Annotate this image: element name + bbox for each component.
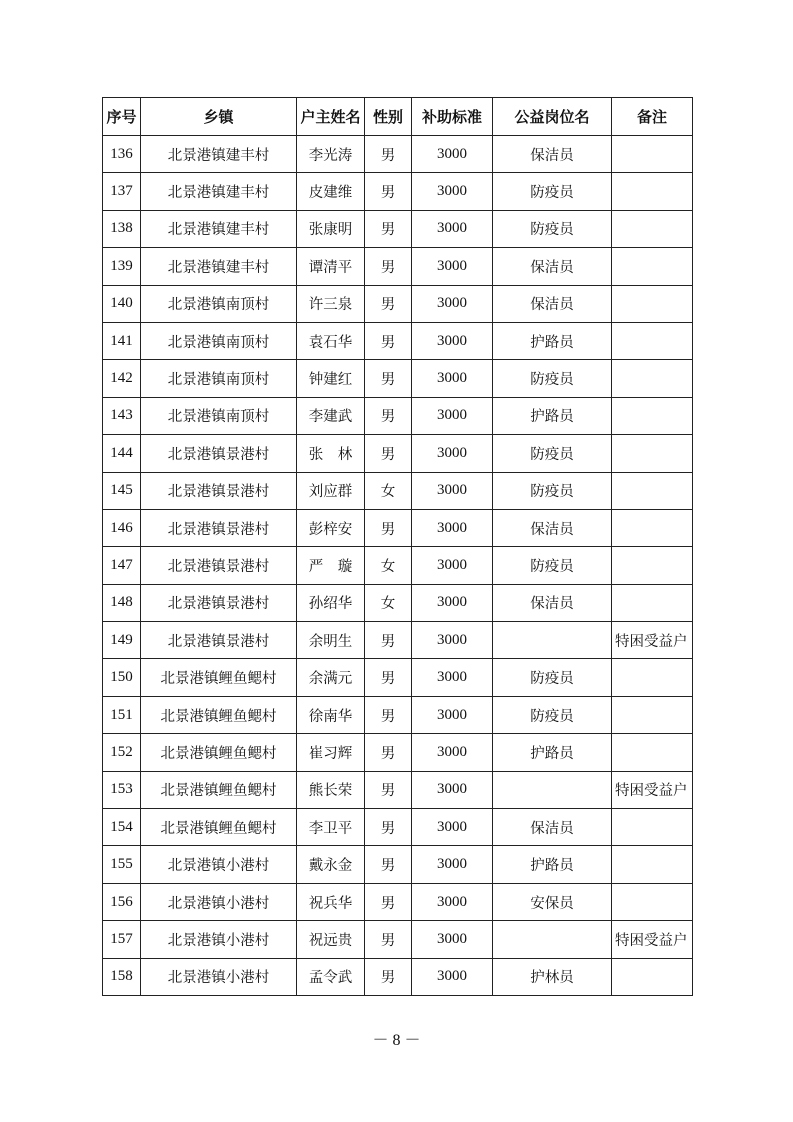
cell-householder: 谭清平	[297, 248, 365, 285]
cell-householder: 严 璇	[297, 547, 365, 584]
cell-gender: 男	[365, 659, 412, 696]
cell-gender: 男	[365, 136, 412, 173]
cell-remark	[612, 584, 693, 621]
table-row	[103, 472, 693, 509]
table-row	[103, 509, 693, 546]
cell-town: 北景港镇景港村	[141, 435, 297, 472]
cell-index: 150	[103, 659, 141, 696]
cell-town: 北景港镇小港村	[141, 883, 297, 920]
cell-post: 防疫员	[493, 696, 612, 733]
cell-householder: 熊长荣	[297, 771, 365, 808]
cell-gender: 男	[365, 285, 412, 322]
table-row	[103, 248, 693, 285]
header-col-subsidy: 补助标准	[412, 98, 493, 136]
cell-post: 保洁员	[493, 509, 612, 546]
table-row	[103, 285, 693, 322]
cell-remark	[612, 472, 693, 509]
cell-index: 151	[103, 696, 141, 733]
cell-town: 北景港镇景港村	[141, 547, 297, 584]
table-row	[103, 696, 693, 733]
cell-post: 护路员	[493, 846, 612, 883]
cell-subsidy: 3000	[412, 958, 493, 995]
cell-index: 141	[103, 322, 141, 359]
cell-subsidy: 3000	[412, 771, 493, 808]
cell-gender: 男	[365, 173, 412, 210]
cell-index: 152	[103, 734, 141, 771]
cell-gender: 男	[365, 210, 412, 247]
cell-gender: 男	[365, 734, 412, 771]
cell-index: 142	[103, 360, 141, 397]
cell-post: 防疫员	[493, 435, 612, 472]
cell-subsidy: 3000	[412, 921, 493, 958]
table-row	[103, 809, 693, 846]
cell-index: 149	[103, 622, 141, 659]
table-row	[103, 136, 693, 173]
cell-gender: 男	[365, 360, 412, 397]
cell-gender: 男	[365, 622, 412, 659]
cell-index: 139	[103, 248, 141, 285]
cell-post: 护路员	[493, 322, 612, 359]
cell-remark	[612, 958, 693, 995]
cell-town: 北景港镇南顶村	[141, 285, 297, 322]
cell-householder: 张康明	[297, 210, 365, 247]
cell-subsidy: 3000	[412, 734, 493, 771]
cell-remark	[612, 659, 693, 696]
cell-town: 北景港镇景港村	[141, 584, 297, 621]
table-row	[103, 659, 693, 696]
cell-town: 北景港镇建丰村	[141, 210, 297, 247]
cell-index: 146	[103, 509, 141, 546]
cell-gender: 男	[365, 435, 412, 472]
cell-householder: 李建武	[297, 397, 365, 434]
cell-index: 156	[103, 883, 141, 920]
cell-householder: 余满元	[297, 659, 365, 696]
cell-householder: 余明生	[297, 622, 365, 659]
cell-index: 155	[103, 846, 141, 883]
cell-remark	[612, 883, 693, 920]
cell-index: 153	[103, 771, 141, 808]
cell-subsidy: 3000	[412, 547, 493, 584]
cell-index: 147	[103, 547, 141, 584]
cell-remark	[612, 322, 693, 359]
header-col-post: 公益岗位名	[493, 98, 612, 136]
cell-householder: 孙绍华	[297, 584, 365, 621]
cell-gender: 男	[365, 397, 412, 434]
cell-post: 防疫员	[493, 547, 612, 584]
cell-index: 140	[103, 285, 141, 322]
table-row	[103, 734, 693, 771]
cell-subsidy: 3000	[412, 248, 493, 285]
cell-remark	[612, 285, 693, 322]
cell-householder: 彭梓安	[297, 509, 365, 546]
cell-index: 154	[103, 809, 141, 846]
cell-remark	[612, 136, 693, 173]
cell-post: 保洁员	[493, 809, 612, 846]
cell-post: 防疫员	[493, 472, 612, 509]
cell-householder: 许三泉	[297, 285, 365, 322]
table-row	[103, 883, 693, 920]
cell-town: 北景港镇鲤鱼鳃村	[141, 771, 297, 808]
cell-index: 157	[103, 921, 141, 958]
cell-town: 北景港镇鲤鱼鳃村	[141, 809, 297, 846]
table-row	[103, 958, 693, 995]
cell-post: 保洁员	[493, 285, 612, 322]
cell-town: 北景港镇南顶村	[141, 397, 297, 434]
cell-householder: 孟令武	[297, 958, 365, 995]
cell-post: 保洁员	[493, 248, 612, 285]
page-number: － 8 －	[372, 1032, 421, 1049]
cell-gender: 男	[365, 883, 412, 920]
cell-householder: 祝兵华	[297, 883, 365, 920]
cell-gender: 男	[365, 248, 412, 285]
cell-town: 北景港镇鲤鱼鳃村	[141, 696, 297, 733]
table-row	[103, 622, 693, 659]
cell-gender: 男	[365, 322, 412, 359]
cell-subsidy: 3000	[412, 696, 493, 733]
cell-subsidy: 3000	[412, 210, 493, 247]
cell-subsidy: 3000	[412, 173, 493, 210]
cell-post: 防疫员	[493, 659, 612, 696]
cell-householder: 徐南华	[297, 696, 365, 733]
cell-post	[493, 771, 612, 808]
cell-post	[493, 921, 612, 958]
header-col-householder: 户主姓名	[297, 98, 365, 136]
cell-gender: 女	[365, 472, 412, 509]
cell-subsidy: 3000	[412, 322, 493, 359]
cell-remark	[612, 809, 693, 846]
cell-post: 防疫员	[493, 210, 612, 247]
cell-remark	[612, 696, 693, 733]
cell-remark	[612, 397, 693, 434]
cell-subsidy: 3000	[412, 472, 493, 509]
cell-town: 北景港镇鲤鱼鳃村	[141, 659, 297, 696]
cell-town: 北景港镇南顶村	[141, 360, 297, 397]
cell-remark: 特困受益户	[612, 771, 693, 808]
table-row	[103, 584, 693, 621]
cell-subsidy: 3000	[412, 285, 493, 322]
cell-remark	[612, 846, 693, 883]
table-header-row	[103, 98, 693, 136]
cell-town: 北景港镇景港村	[141, 472, 297, 509]
cell-remark: 特困受益户	[612, 921, 693, 958]
cell-remark	[612, 734, 693, 771]
cell-remark: 特困受益户	[612, 622, 693, 659]
cell-gender: 男	[365, 846, 412, 883]
cell-town: 北景港镇景港村	[141, 622, 297, 659]
cell-gender: 男	[365, 771, 412, 808]
table-row	[103, 435, 693, 472]
cell-gender: 男	[365, 809, 412, 846]
cell-index: 144	[103, 435, 141, 472]
cell-subsidy: 3000	[412, 809, 493, 846]
cell-householder: 袁石华	[297, 322, 365, 359]
cell-town: 北景港镇小港村	[141, 846, 297, 883]
cell-town: 北景港镇建丰村	[141, 136, 297, 173]
cell-index: 148	[103, 584, 141, 621]
cell-householder: 戴永金	[297, 846, 365, 883]
cell-index: 145	[103, 472, 141, 509]
cell-town: 北景港镇景港村	[141, 509, 297, 546]
cell-gender: 男	[365, 921, 412, 958]
cell-householder: 祝远贵	[297, 921, 365, 958]
cell-remark	[612, 547, 693, 584]
cell-subsidy: 3000	[412, 435, 493, 472]
cell-town: 北景港镇建丰村	[141, 248, 297, 285]
cell-remark	[612, 435, 693, 472]
cell-householder: 李光涛	[297, 136, 365, 173]
cell-gender: 男	[365, 509, 412, 546]
cell-town: 北景港镇小港村	[141, 958, 297, 995]
cell-town: 北景港镇建丰村	[141, 173, 297, 210]
header-col-town: 乡镇	[141, 98, 297, 136]
cell-gender: 男	[365, 696, 412, 733]
cell-post	[493, 622, 612, 659]
cell-householder: 皮建维	[297, 173, 365, 210]
cell-index: 143	[103, 397, 141, 434]
cell-subsidy: 3000	[412, 846, 493, 883]
cell-remark	[612, 509, 693, 546]
cell-remark	[612, 173, 693, 210]
cell-householder: 李卫平	[297, 809, 365, 846]
cell-index: 138	[103, 210, 141, 247]
cell-town: 北景港镇小港村	[141, 921, 297, 958]
cell-subsidy: 3000	[412, 584, 493, 621]
header-col-remark: 备注	[612, 98, 693, 136]
cell-householder: 崔习辉	[297, 734, 365, 771]
table-row	[103, 322, 693, 359]
cell-town: 北景港镇南顶村	[141, 322, 297, 359]
cell-index: 158	[103, 958, 141, 995]
cell-subsidy: 3000	[412, 360, 493, 397]
cell-post: 安保员	[493, 883, 612, 920]
cell-remark	[612, 248, 693, 285]
cell-post: 防疫员	[493, 360, 612, 397]
table-row	[103, 210, 693, 247]
cell-householder: 钟建红	[297, 360, 365, 397]
header-col-gender: 性别	[365, 98, 412, 136]
cell-subsidy: 3000	[412, 136, 493, 173]
cell-index: 137	[103, 173, 141, 210]
cell-remark	[612, 210, 693, 247]
table-row	[103, 771, 693, 808]
cell-subsidy: 3000	[412, 397, 493, 434]
table-row	[103, 360, 693, 397]
cell-gender: 男	[365, 958, 412, 995]
table-row	[103, 173, 693, 210]
cell-index: 136	[103, 136, 141, 173]
table-row	[103, 846, 693, 883]
table-row	[103, 397, 693, 434]
cell-post: 保洁员	[493, 584, 612, 621]
header-col-index: 序号	[103, 98, 141, 136]
cell-householder: 张 林	[297, 435, 365, 472]
cell-post: 护路员	[493, 734, 612, 771]
cell-post: 防疫员	[493, 173, 612, 210]
cell-householder: 刘应群	[297, 472, 365, 509]
cell-town: 北景港镇鲤鱼鳃村	[141, 734, 297, 771]
table-row	[103, 547, 693, 584]
cell-subsidy: 3000	[412, 509, 493, 546]
cell-subsidy: 3000	[412, 622, 493, 659]
cell-gender: 女	[365, 584, 412, 621]
cell-subsidy: 3000	[412, 883, 493, 920]
cell-gender: 女	[365, 547, 412, 584]
cell-remark	[612, 360, 693, 397]
cell-subsidy: 3000	[412, 659, 493, 696]
cell-post: 护林员	[493, 958, 612, 995]
table-row	[103, 921, 693, 958]
cell-post: 护路员	[493, 397, 612, 434]
cell-post: 保洁员	[493, 136, 612, 173]
beneficiary-table	[102, 97, 693, 996]
